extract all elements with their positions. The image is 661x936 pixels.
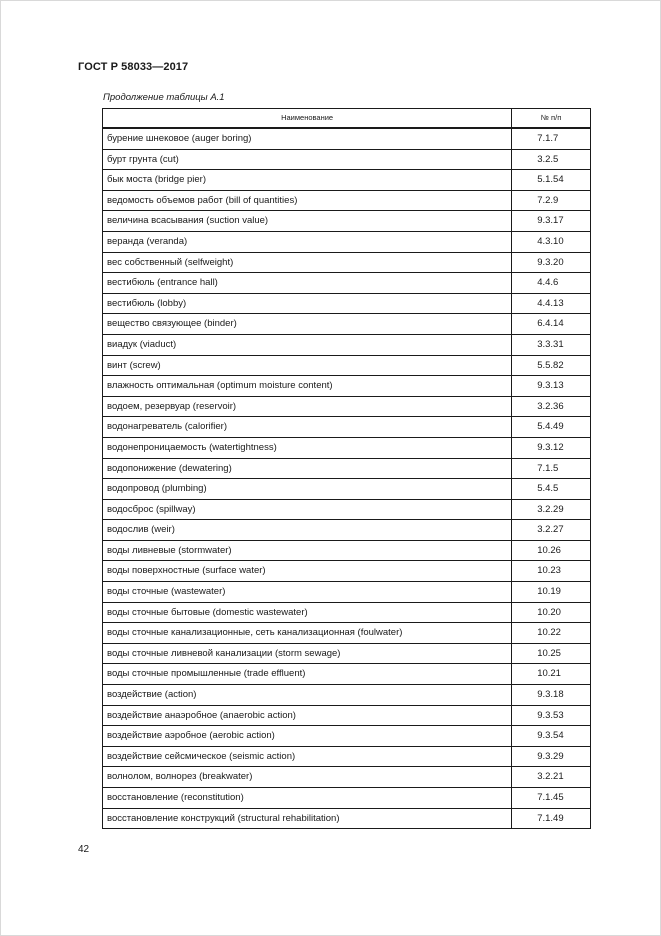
term-name-cell: водослив (weir) <box>103 520 512 541</box>
term-name-cell: виадук (viaduct) <box>103 334 512 355</box>
term-number-cell: 7.2.9 <box>512 190 591 211</box>
table-row <box>103 582 591 603</box>
table-row <box>103 520 591 541</box>
term-number-cell: 3.2.27 <box>512 520 591 541</box>
term-number-cell: 4.3.10 <box>512 231 591 252</box>
term-name-cell: веранда (veranda) <box>103 231 512 252</box>
table-row <box>103 334 591 355</box>
table-row <box>103 149 591 170</box>
document-code: ГОСТ Р 58033—2017 <box>78 61 189 73</box>
term-number-cell: 10.25 <box>512 643 591 664</box>
term-name-cell: восстановление конструкций (structural rehabilitation) <box>103 808 512 829</box>
term-name-cell: вестибюль (entrance hall) <box>103 273 512 294</box>
term-number-cell: 9.3.29 <box>512 746 591 767</box>
column-header-name: Наименование <box>103 109 512 129</box>
term-name-cell: воздействие аэробное (aerobic action) <box>103 726 512 747</box>
table-caption: Продолжение таблицы А.1 <box>103 92 225 103</box>
term-number-cell: 7.1.49 <box>512 808 591 829</box>
table-row <box>103 540 591 561</box>
term-number-cell: 10.21 <box>512 664 591 685</box>
term-name-cell: водонепроницаемость (watertightness) <box>103 437 512 458</box>
term-number-cell: 4.4.6 <box>512 273 591 294</box>
table-row <box>103 602 591 623</box>
table-row <box>103 664 591 685</box>
term-number-cell: 3.2.29 <box>512 499 591 520</box>
term-name-cell: вес собственный (selfweight) <box>103 252 512 273</box>
table-row <box>103 417 591 438</box>
table-row <box>103 479 591 500</box>
term-name-cell: восстановление (reconstitution) <box>103 788 512 809</box>
column-header-number: № п/п <box>512 109 591 129</box>
table-row <box>103 623 591 644</box>
term-name-cell: волнолом, волнорез (breakwater) <box>103 767 512 788</box>
table-row <box>103 273 591 294</box>
term-name-cell: водопровод (plumbing) <box>103 479 512 500</box>
table-row <box>103 458 591 479</box>
table-row <box>103 293 591 314</box>
term-number-cell: 9.3.53 <box>512 705 591 726</box>
term-name-cell: воды сточные канализационные, сеть канализационная (foulwater) <box>103 623 512 644</box>
term-number-cell: 9.3.20 <box>512 252 591 273</box>
term-name-cell: воды поверхностные (surface water) <box>103 561 512 582</box>
term-name-cell: водонагреватель (calorifier) <box>103 417 512 438</box>
term-number-cell: 9.3.17 <box>512 211 591 232</box>
table-header-row <box>103 109 591 129</box>
term-name-cell: ведомость объемов работ (bill of quantities) <box>103 190 512 211</box>
table-row <box>103 705 591 726</box>
term-number-cell: 3.2.5 <box>512 149 591 170</box>
term-number-cell: 3.2.21 <box>512 767 591 788</box>
term-name-cell: винт (screw) <box>103 355 512 376</box>
term-name-cell: вещество связующее (binder) <box>103 314 512 335</box>
term-name-cell: воды сточные промышленные (trade effluent) <box>103 664 512 685</box>
term-number-cell: 7.1.7 <box>512 128 591 149</box>
table-row <box>103 767 591 788</box>
table-row <box>103 808 591 829</box>
term-number-cell: 5.5.82 <box>512 355 591 376</box>
page-number: 42 <box>78 844 90 855</box>
term-number-cell: 9.3.13 <box>512 376 591 397</box>
term-name-cell: бык моста (bridge pier) <box>103 170 512 191</box>
table-row <box>103 211 591 232</box>
table-row <box>103 128 591 149</box>
term-name-cell: воздействие анаэробное (anaerobic action) <box>103 705 512 726</box>
term-number-cell: 10.23 <box>512 561 591 582</box>
table-row <box>103 746 591 767</box>
term-number-cell: 9.3.18 <box>512 685 591 706</box>
table-row <box>103 685 591 706</box>
term-number-cell: 7.1.45 <box>512 788 591 809</box>
term-name-cell: воздействие (action) <box>103 685 512 706</box>
term-number-cell: 5.1.54 <box>512 170 591 191</box>
term-number-cell: 9.3.12 <box>512 437 591 458</box>
terms-table <box>102 108 591 829</box>
term-number-cell: 4.4.13 <box>512 293 591 314</box>
term-name-cell: воды сточные ливневой канализации (storm sewage) <box>103 643 512 664</box>
term-name-cell: воздействие сейсмическое (seismic action) <box>103 746 512 767</box>
table-row <box>103 437 591 458</box>
term-number-cell: 5.4.49 <box>512 417 591 438</box>
table-body <box>103 128 591 829</box>
table-row <box>103 726 591 747</box>
table-row <box>103 499 591 520</box>
term-name-cell: воды ливневые (stormwater) <box>103 540 512 561</box>
term-number-cell: 10.22 <box>512 623 591 644</box>
term-name-cell: вестибюль (lobby) <box>103 293 512 314</box>
table-row <box>103 355 591 376</box>
term-name-cell: водосброс (spillway) <box>103 499 512 520</box>
term-number-cell: 10.19 <box>512 582 591 603</box>
term-name-cell: влажность оптимальная (optimum moisture content) <box>103 376 512 397</box>
term-name-cell: водопонижение (dewatering) <box>103 458 512 479</box>
term-name-cell: воды сточные бытовые (domestic wastewater) <box>103 602 512 623</box>
term-number-cell: 7.1.5 <box>512 458 591 479</box>
term-number-cell: 10.20 <box>512 602 591 623</box>
term-number-cell: 5.4.5 <box>512 479 591 500</box>
table-row <box>103 252 591 273</box>
table-row <box>103 170 591 191</box>
table-row <box>103 190 591 211</box>
term-number-cell: 10.26 <box>512 540 591 561</box>
table-row <box>103 231 591 252</box>
table-row <box>103 396 591 417</box>
term-name-cell: водоем, резервуар (reservoir) <box>103 396 512 417</box>
term-number-cell: 3.2.36 <box>512 396 591 417</box>
table-row <box>103 561 591 582</box>
term-name-cell: бурение шнековое (auger boring) <box>103 128 512 149</box>
table-row <box>103 376 591 397</box>
term-name-cell: величина всасывания (suction value) <box>103 211 512 232</box>
table-row <box>103 643 591 664</box>
term-number-cell: 3.3.31 <box>512 334 591 355</box>
term-number-cell: 9.3.54 <box>512 726 591 747</box>
term-name-cell: бурт грунта (cut) <box>103 149 512 170</box>
term-number-cell: 6.4.14 <box>512 314 591 335</box>
term-name-cell: воды сточные (wastewater) <box>103 582 512 603</box>
table-row <box>103 788 591 809</box>
table-row <box>103 314 591 335</box>
